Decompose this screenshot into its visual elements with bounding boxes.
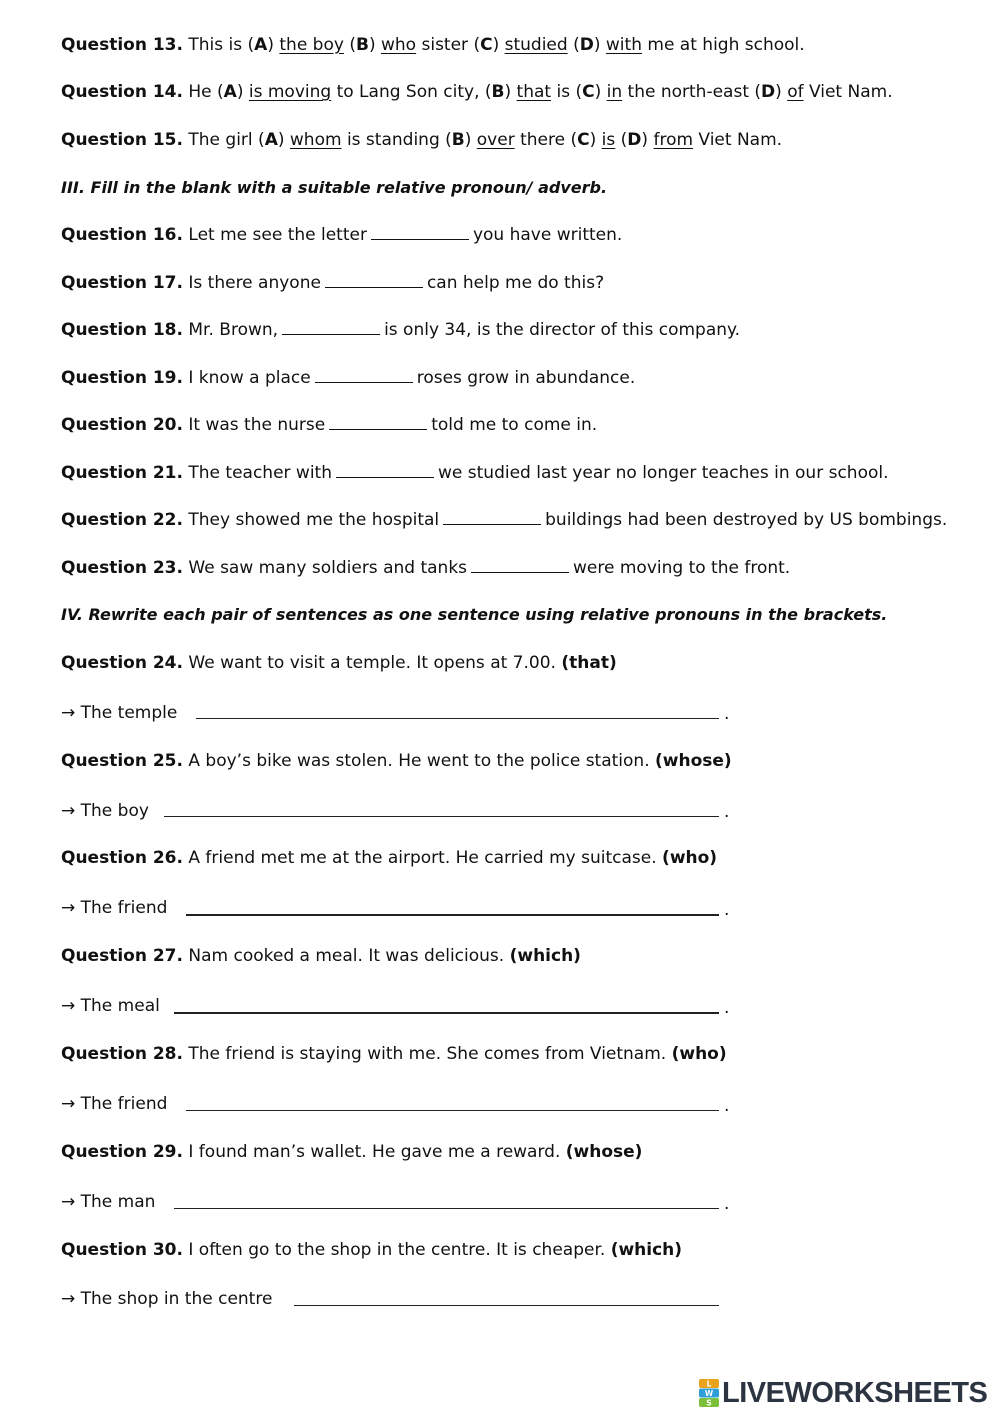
question-label: Question 14. (61, 82, 183, 102)
option-d-text: of (787, 82, 804, 102)
fill-blank-input[interactable] (315, 381, 413, 383)
option-b-text: that (516, 82, 552, 102)
hint-pronoun: (whose) (565, 1142, 643, 1162)
question-27: Question 27. Nam cooked a meal. It was delicious. (which) (61, 946, 581, 966)
fill-blank-input[interactable] (371, 238, 469, 240)
option-d-text: from (653, 130, 694, 150)
answer-period: . (724, 900, 730, 920)
answer-prompt: → The meal (61, 996, 160, 1016)
question-label: Question 28. (61, 1044, 183, 1064)
question-label: Question 17. (61, 273, 183, 293)
question-label: Question 19. (61, 368, 183, 388)
svg-text:W: W (704, 1388, 714, 1398)
question-label: Question 13. (61, 35, 183, 55)
question-label: Question 30. (61, 1240, 183, 1260)
answer-line-input[interactable] (294, 1305, 719, 1306)
hint-pronoun: (who) (671, 1044, 727, 1064)
question-25: Question 25. A boy’s bike was stolen. He went to the police station. (whose) (61, 751, 732, 771)
question-16: Question 16. Let me see the letter you have written. (61, 225, 623, 245)
answer-prompt: → The temple (61, 703, 178, 723)
question-22: Question 22. They showed me the hospital buildings had been destroyed by US bombings. (61, 510, 948, 530)
option-a-text: the boy (279, 35, 344, 55)
answer-line-input[interactable] (174, 1012, 719, 1014)
fill-blank-input[interactable] (471, 571, 569, 573)
question-28: Question 28. The friend is staying with me. She comes from Vietnam. (who) (61, 1044, 727, 1064)
question-label: Question 21. (61, 463, 183, 483)
question-13: Question 13. This is (A) the boy (B) who sister (C) studied (D) with me at high school. (61, 35, 805, 55)
option-c-text: in (606, 82, 623, 102)
question-17: Question 17. Is there anyone can help me do this? (61, 273, 605, 293)
hint-pronoun: (which) (610, 1240, 683, 1260)
answer-period: . (724, 1194, 730, 1214)
question-20: Question 20. It was the nurse told me to come in. (61, 415, 598, 435)
question-label: Question 18. (61, 320, 183, 340)
question-label: Question 20. (61, 415, 183, 435)
answer-line-input[interactable] (174, 1208, 719, 1209)
answer-line-input[interactable] (164, 816, 719, 817)
option-d-text: with (605, 35, 642, 55)
question-30: Question 30. I often go to the shop in the centre. It is cheaper. (which) (61, 1240, 683, 1260)
answer-prompt: → The friend (61, 898, 168, 918)
question-label: Question 25. (61, 751, 183, 771)
fill-blank-input[interactable] (336, 476, 434, 478)
question-24: Question 24. We want to visit a temple. It opens at 7.00. (that) (61, 653, 617, 673)
answer-prompt: → The friend (61, 1094, 168, 1114)
answer-prompt: → The boy (61, 801, 149, 821)
question-label: Question 23. (61, 558, 183, 578)
option-c-text: studied (504, 35, 568, 55)
svg-text:S: S (706, 1398, 712, 1408)
question-label: Question 24. (61, 653, 183, 673)
option-b-text: who (381, 35, 417, 55)
answer-prompt: → The man (61, 1192, 156, 1212)
answer-prompt: → The shop in the centre (61, 1289, 273, 1309)
option-c-text: is (601, 130, 616, 150)
answer-period: . (724, 802, 730, 822)
hint-pronoun: (whose) (655, 751, 732, 771)
fill-blank-input[interactable] (329, 428, 427, 430)
question-15: Question 15. The girl (A) whom is standing (B) over there (C) is (D) from Viet Nam. (61, 130, 783, 150)
question-label: Question 22. (61, 510, 183, 530)
question-21: Question 21. The teacher with we studied last year no longer teaches in our school. (61, 463, 889, 483)
question-label: Question 15. (61, 130, 183, 150)
question-29: Question 29. I found man’s wallet. He gave me a reward. (whose) (61, 1142, 643, 1162)
answer-period: . (724, 998, 730, 1018)
fill-blank-input[interactable] (282, 333, 380, 335)
hint-pronoun: (who) (662, 848, 718, 868)
question-14: Question 14. He (A) is moving to Lang Son city, (B) that is (C) in the north-east (D) of Viet Nam. (61, 82, 893, 102)
liveworksheets-logo[interactable] (698, 1376, 987, 1410)
liveworksheets-logo-text: LIVEWORKSHEETS (722, 1376, 988, 1409)
section-4-heading: IV. Rewrite each pair of sentences as one sentence using relative pronouns in the brackets. (61, 605, 888, 624)
answer-line-input[interactable] (186, 1110, 719, 1111)
question-label: Question 26. (61, 848, 183, 868)
fill-blank-input[interactable] (443, 523, 541, 525)
question-26: Question 26. A friend met me at the airport. He carried my suitcase. (who) (61, 848, 718, 868)
question-18: Question 18. Mr. Brown, is only 34, is the director of this company. (61, 320, 741, 340)
hint-pronoun: (which) (509, 946, 581, 966)
fill-blank-input[interactable] (325, 286, 423, 288)
option-a-text: is moving (248, 82, 332, 102)
hint-pronoun: (that) (561, 653, 617, 673)
option-a-text: whom (289, 130, 342, 150)
answer-line-input[interactable] (196, 718, 719, 719)
question-label: Question 27. (61, 946, 183, 966)
question-label: Question 29. (61, 1142, 183, 1162)
answer-line-input[interactable] (186, 914, 719, 916)
answer-period: . (724, 1096, 730, 1116)
answer-period: . (724, 704, 730, 724)
question-23: Question 23. We saw many soldiers and tanks were moving to the front. (61, 558, 791, 578)
question-label: Question 16. (61, 225, 183, 245)
section-3-heading: III. Fill in the blank with a suitable relative pronoun/ adverb. (61, 178, 608, 197)
question-19: Question 19. I know a place roses grow in abundance. (61, 368, 636, 388)
svg-text:L: L (706, 1379, 712, 1389)
option-b-text: over (476, 130, 515, 150)
liveworksheets-logo-icon (698, 1378, 720, 1408)
